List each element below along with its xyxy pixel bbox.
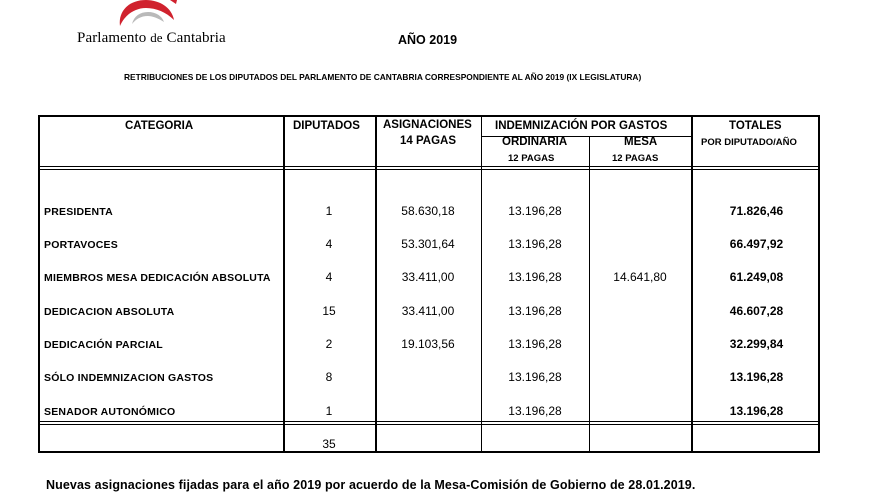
row-ordinaria: 13.196,28 (508, 370, 562, 384)
col-divider (589, 136, 590, 451)
row-asignaciones: 33.411,00 (401, 304, 455, 318)
row-categoria: PORTAVOCES (44, 239, 118, 251)
document-subtitle: RETRIBUCIONES DE LOS DIPUTADOS DEL PARLAMENTO DE CANTABRIA CORRESPONDIENTE AL AÑO 2019 (IX LEGISLATURA) (124, 72, 642, 82)
logo-text-place: Cantabria (166, 30, 226, 46)
header-indemnizacion: INDEMNIZACIÓN POR GASTOS (495, 120, 668, 132)
header-ordinaria-sub: 12 PAGAS (508, 153, 555, 164)
row-categoria: PRESIDENTA (44, 206, 113, 218)
parlamento-logo-text (77, 30, 226, 47)
row-ordinaria: 13.196,28 (508, 304, 562, 318)
header-ordinaria: ORDINARIA (502, 136, 568, 148)
row-diputados: 1 (325, 204, 333, 218)
row-ordinaria: 13.196,28 (508, 337, 562, 351)
row-ordinaria: 13.196,28 (508, 404, 562, 418)
header-asignaciones: ASIGNACIONES (383, 119, 472, 131)
parlamento-logo-icon (112, 0, 182, 28)
row-asignaciones: 33.411,00 (401, 270, 455, 284)
row-diputados: 4 (325, 270, 333, 284)
header-divider (40, 166, 818, 170)
row-diputados: 8 (325, 370, 333, 384)
year-title: AÑO 2019 (398, 33, 458, 47)
header-categoria: CATEGORIA (125, 120, 194, 132)
row-categoria: MIEMBROS MESA DEDICACIÓN ABSOLUTA (44, 272, 271, 284)
row-ordinaria: 13.196,28 (508, 204, 562, 218)
row-categoria: DEDICACIÓN PARCIAL (44, 339, 163, 351)
logo-text-de: de (150, 30, 163, 45)
total-divider (40, 421, 818, 425)
row-categoria: SÓLO INDEMNIZACION GASTOS (44, 372, 214, 384)
logo-text-main: Parlamento (77, 30, 147, 46)
row-total: 32.299,84 (729, 337, 784, 351)
row-diputados: 1 (325, 404, 333, 418)
row-total: 13.196,28 (729, 404, 784, 418)
header-diputados: DIPUTADOS (293, 120, 360, 132)
header-mesa: MESA (624, 136, 658, 148)
row-asignaciones: 58.630,18 (401, 204, 455, 218)
row-total: 13.196,28 (729, 370, 784, 384)
total-diputados: 35 (322, 437, 336, 451)
row-diputados: 4 (325, 237, 333, 251)
row-asignaciones: 53.301,64 (401, 237, 455, 251)
row-total: 46.607,28 (729, 304, 784, 318)
row-categoria: SENADOR AUTONÓMICO (44, 406, 176, 418)
row-total: 71.826,46 (729, 204, 784, 218)
row-ordinaria: 13.196,28 (508, 270, 562, 284)
row-mesa: 14.641,80 (613, 270, 667, 284)
header-asignaciones-sub: 14 PAGAS (400, 135, 457, 147)
row-categoria: DEDICACION ABSOLUTA (44, 306, 175, 318)
row-asignaciones: 19.103,56 (401, 337, 455, 351)
header-totales-sub: POR DIPUTADO/AÑO (701, 137, 797, 148)
row-diputados: 15 (322, 304, 336, 318)
retribuciones-table (38, 115, 820, 453)
header-mesa-sub: 12 PAGAS (612, 153, 659, 164)
row-total: 66.497,92 (729, 237, 784, 251)
row-ordinaria: 13.196,28 (508, 237, 562, 251)
row-total: 61.249,08 (729, 270, 784, 284)
row-diputados: 2 (325, 337, 333, 351)
header-totales: TOTALES (729, 120, 782, 132)
footnote: Nuevas asignaciones fijadas para el año 2019 por acuerdo de la Mesa-Comisión de Gobierno de 28.01.2019. (46, 478, 696, 492)
